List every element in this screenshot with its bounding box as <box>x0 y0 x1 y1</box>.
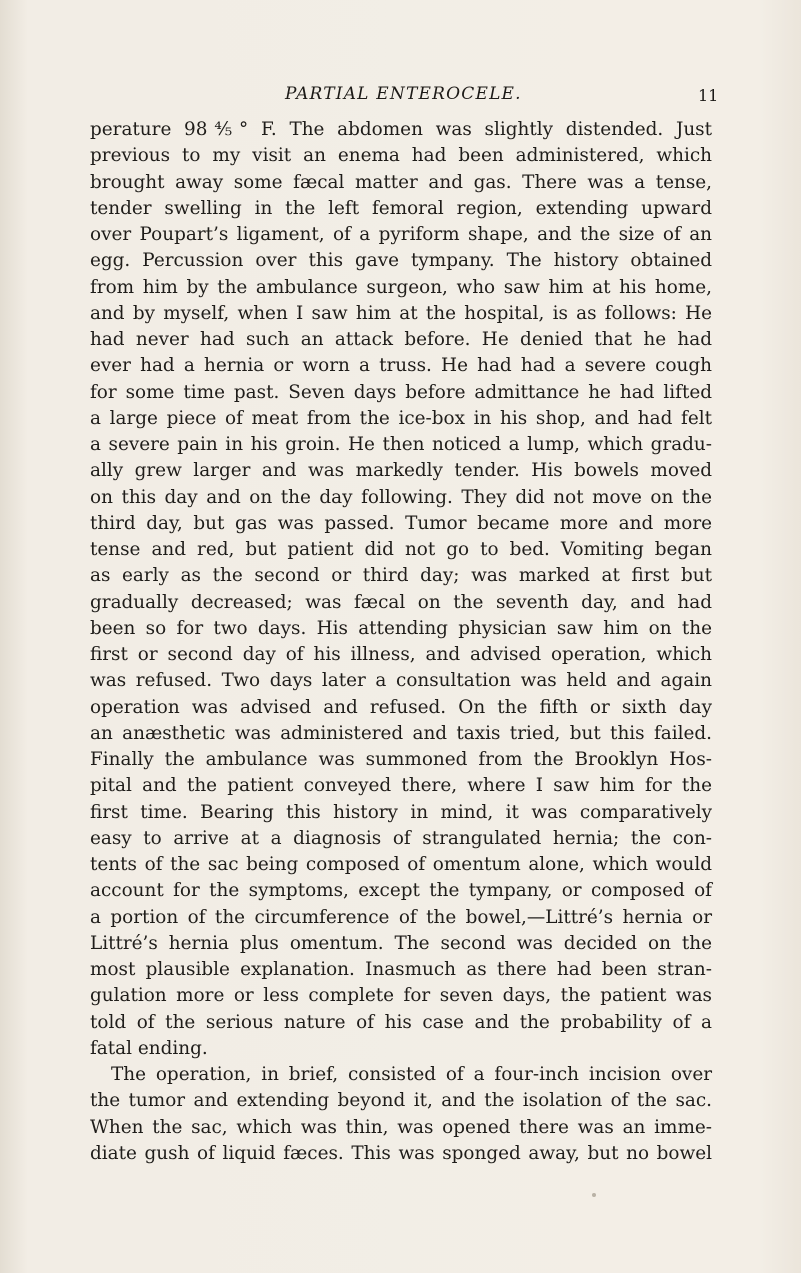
text-line: was refused. Two days later a consultation was held and again <box>90 670 712 692</box>
text-line: the tumor and extending beyond it, and the isolation of the sac. <box>90 1090 712 1112</box>
text-line: fatal ending. <box>90 1037 208 1059</box>
text-line: for some time past. Seven days before admittance he had lifted <box>90 381 712 403</box>
text-line: easy to arrive at a diagnosis of strangulated hernia; the con- <box>90 827 712 849</box>
text-line: told of the serious nature of his case and the probability of a <box>90 1011 712 1033</box>
text-line: tender swelling in the left femoral region, extending upward <box>90 197 712 219</box>
text-line: a large piece of meat from the ice-box in his shop, and had felt <box>90 407 712 429</box>
text-line: a severe pain in his groin. He then noticed a lump, which gradu- <box>90 434 712 455</box>
body-text <box>90 117 712 1167</box>
text-line: Littré’s hernia plus omentum. The second was decided on the <box>90 932 712 954</box>
text-line: Finally the ambulance was summoned from the Brooklyn Hos- <box>90 749 712 770</box>
text-line: over Poupart’s ligament, of a pyriform shape, and the size of an <box>90 224 712 245</box>
text-line: tense and red, but patient did not go to bed. Vomiting began <box>90 539 712 560</box>
text-line: and by myself, when I saw him at the hospital, is as follows: He <box>90 302 712 324</box>
text-line: from him by the ambulance surgeon, who saw him at his home, <box>90 276 712 298</box>
text-line: had never had such an attack before. He denied that he had <box>90 329 712 350</box>
text-line: as early as the second or third day; was marked at first but <box>90 565 712 587</box>
text-line: first or second day of his illness, and advised operation, which <box>90 644 712 665</box>
text-line: diate gush of liquid fæces. This was sponged away, but no bowel <box>90 1142 712 1164</box>
text-line: on this day and on the day following. They did not move on the <box>90 486 712 508</box>
text-line: an anæsthetic was administered and taxis tried, but this failed. <box>90 722 712 744</box>
text-line: operation was advised and refused. On the fifth or sixth day <box>90 696 712 718</box>
text-line: a portion of the circumference of the bowel,—Littré’s hernia or <box>90 906 712 928</box>
text-line: pital and the patient conveyed there, where I saw him for the <box>90 775 712 797</box>
text-line: brought away some fæcal matter and gas. There was a tense, <box>90 171 712 193</box>
page-number: 11 <box>698 86 719 105</box>
text-line: third day, but gas was passed. Tumor became more and more <box>90 512 712 534</box>
text-line: first time. Bearing this history in mind, it was comparatively <box>90 801 712 823</box>
text-line: ally grew larger and was markedly tender. His bowels moved <box>90 460 712 482</box>
text-line: egg. Percussion over this gave tympany. The history obtained <box>90 250 712 272</box>
text-line: account for the symptoms, except the tympany, or composed of <box>90 880 712 902</box>
text-line: most plausible explanation. Inasmuch as there had been stran- <box>90 959 712 980</box>
text-line: previous to my visit an enema had been administered, which <box>90 145 712 167</box>
page-header <box>0 84 801 110</box>
running-head: PARTIAL ENTEROCELE. <box>285 84 522 104</box>
text-line: The operation, in brief, consisted of a four-inch incision over <box>111 1064 712 1085</box>
text-line: perature 98⅘° F. The abdomen was slightly distended. Just <box>90 119 712 140</box>
text-line: tents of the sac being composed of omentum alone, which would <box>90 854 712 875</box>
text-line: When the sac, which was thin, was opened there was an imme- <box>90 1116 712 1138</box>
text-line: gulation more or less complete for seven days, the patient was <box>90 985 712 1007</box>
text-line: ever had a hernia or worn a truss. He had had a severe cough <box>90 355 712 377</box>
paper-speck <box>592 1193 596 1197</box>
text-line: gradually decreased; was fæcal on the seventh day, and had <box>90 591 712 613</box>
text-line: been so for two days. His attending physician saw him on the <box>90 617 712 639</box>
